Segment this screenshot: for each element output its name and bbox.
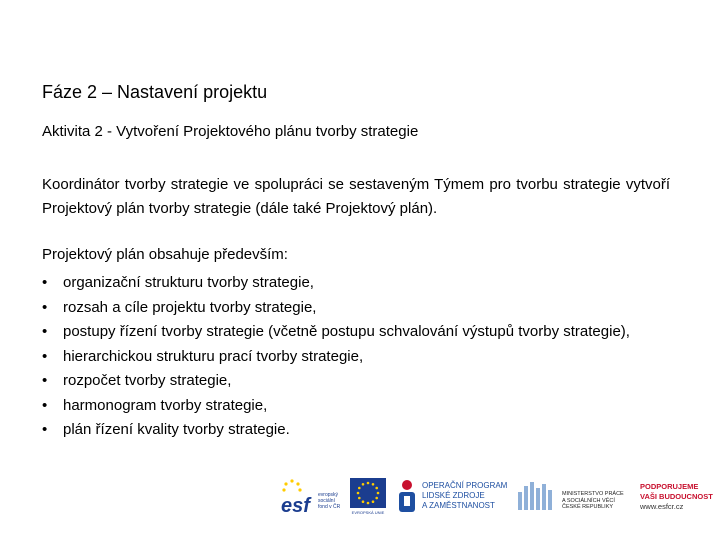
activity-subtitle: Aktivita 2 - Vytvoření Projektového plánu tvorby strategie xyxy=(42,123,419,140)
list-item: • postupy řízení tvorby strategie (včetně postupu schvalování výstupů tvorby strategie), xyxy=(42,320,670,345)
op-person-icon xyxy=(396,478,418,518)
intro-paragraph: Koordinátor tvorby strategie ve spolupráci se sestaveným Týmem pro tvorbu strategie vytvoří Projektový plán tvorby strategie (dále také Projektový plán). xyxy=(42,176,670,217)
svg-text:esf: esf xyxy=(281,495,310,517)
list-item: • plán řízení kvality tvorby strategie. xyxy=(42,418,670,443)
eu-caption: EVROPSKÁ UNIE xyxy=(351,510,385,515)
eu-flag-icon xyxy=(350,478,386,508)
list-item: • harmonogram tvorby strategie, xyxy=(42,394,670,419)
list-item: • hierarchickou strukturu prací tvorby strategie, xyxy=(42,345,670,370)
op-caption: OPERAČNÍ PROGRAM LIDSKÉ ZDROJE A ZAMĚSTNANOST xyxy=(422,481,508,510)
plan-contents-list xyxy=(42,271,670,443)
esfcr-url: www.esfcr.cz xyxy=(640,502,684,511)
list-item: • rozsah a cíle projektu tvorby strategie, xyxy=(42,296,670,321)
list-item: • rozpočet tvorby strategie, xyxy=(42,369,670,394)
list-intro: Projektový plán obsahuje především: xyxy=(42,246,288,263)
esfcr-slogan: PODPORUJEME VAŠI BUDOUCNOST www.esfcr.cz xyxy=(640,482,716,522)
slide-title: Fáze 2 – Nastavení projektu xyxy=(42,82,268,102)
mpsv-logo-icon xyxy=(516,478,558,518)
list-item: • organizační strukturu tvorby strategie, xyxy=(42,271,670,296)
mpsv-caption: MINISTERSTVO PRÁCE A SOCIÁLNÍCH VĚCÍ ČESKÉ REPUBLIKY xyxy=(562,491,624,510)
esf-caption: evropský sociální fond v ČR xyxy=(318,492,341,510)
logo-strip xyxy=(278,478,716,518)
esf-logo-icon xyxy=(280,478,318,518)
